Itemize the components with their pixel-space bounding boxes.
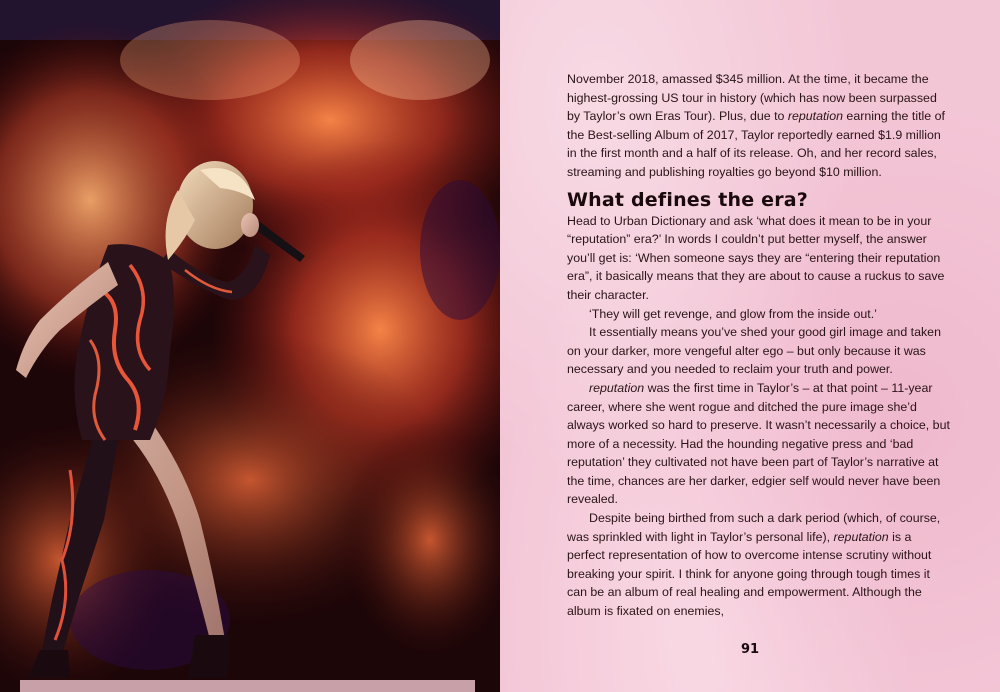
album-title-italic: reputation xyxy=(833,529,889,544)
paragraph-1-part-a: November 2018, amassed $345 million. At the time, it became the highest-grossing US tour in history (which has now been surpassed by Taylor’s own Eras Tour). Plus, due to xyxy=(567,72,937,124)
text-page xyxy=(500,0,1000,692)
album-title-italic: reputation xyxy=(589,380,645,395)
paragraph-3: ‘They will get revenge, and glow from the inside out.’ xyxy=(589,306,877,321)
paragraph-5 xyxy=(567,379,951,509)
paragraph-4: It essentially means you’ve shed your good girl image and taken on your darker, more vengeful alter ego – but only because it was necessary and you needed to reclaim your truth and power. xyxy=(567,325,941,377)
paragraph-1-part-b: earning the title of the Best-selling Album of 2017, Taylor reportedly earned $1.9 million in the first month and a half of its release. Oh, and her record sales, streaming and publishing royalties go beyond $10 million. xyxy=(567,109,945,179)
paragraph-5-part-b: was the first time in Taylor’s – at that point – 11-year career, where she went rogue and ditched the pure image she’d always worked so hard to preserve. It wasn’t necessarily a choice, but more of a necessity. Had the hounding negative press and ‘bad reputation’ they cultivated not have been part of Taylor’s narrative at the time, chances are her darker, edgier self would never have been revealed. xyxy=(567,380,950,507)
body-text xyxy=(567,70,951,621)
paragraph-1 xyxy=(567,70,951,182)
album-title-italic: reputation xyxy=(787,109,843,124)
paragraph-2: Head to Urban Dictionary and ask ‘what does it mean to be in your “reputation” era?’ In words I couldn’t put better myself, the answer you’ll get is: ‘When someone says they are “entering their reputation era”, it basically means that they are about to cause a ruckus to save their character. xyxy=(567,213,945,302)
page-number: 91 xyxy=(740,642,760,657)
paragraph-6-part-b: is a perfect representation of how to overcome intense scrutiny without breaking your spirit. I think for anyone going through tough times it can be an album of real healing and empowerment. Although the album is fixated on enemies, xyxy=(567,529,932,619)
paragraph-6 xyxy=(567,509,951,621)
paragraph-6-part-a: Despite being birthed from such a dark period (which, of course, was sprinkled with light in Taylor’s personal life), xyxy=(567,511,941,544)
section-heading: What defines the era? xyxy=(567,188,809,211)
